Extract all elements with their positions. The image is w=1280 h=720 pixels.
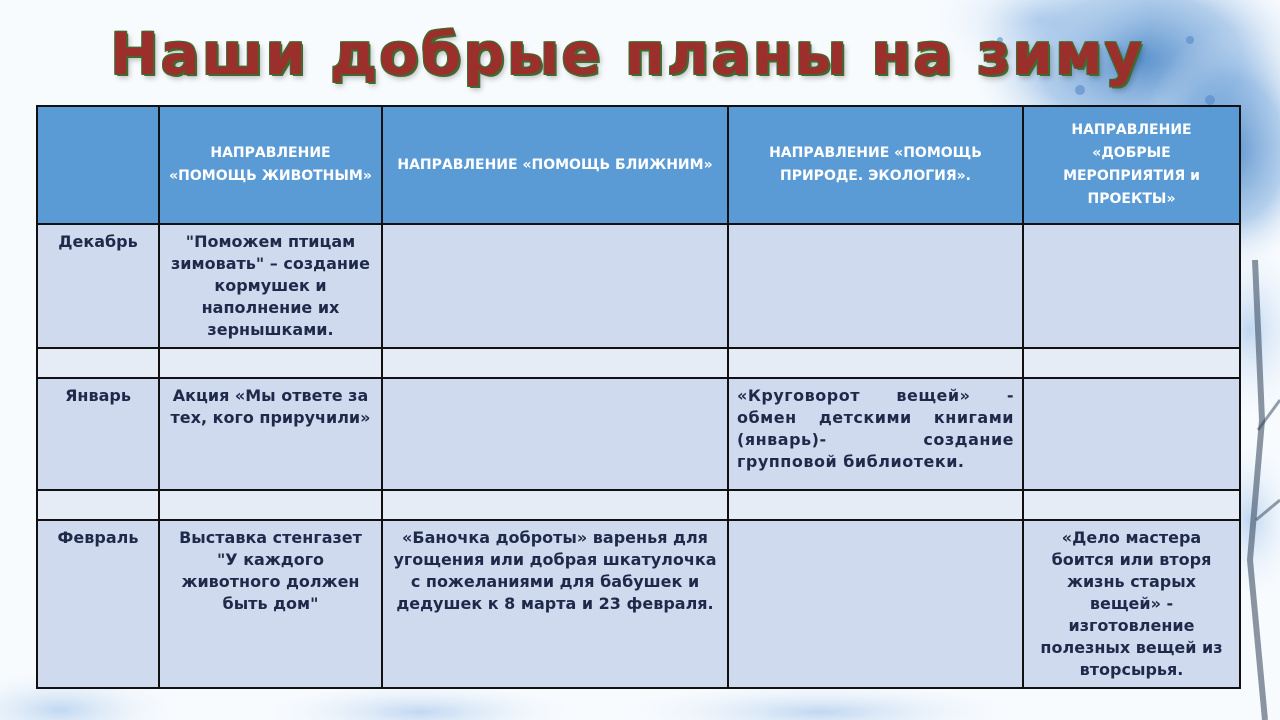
winter-plans-table	[36, 105, 1241, 689]
cell-neighbors: «Баночка доброты» варенья для угощения или добрая шкатулочка с пожеланиями для бабушек и дедушек к 8 марта и 23 февраля.	[382, 520, 728, 688]
spacer-cell	[159, 348, 382, 378]
page-title: Наши добрые планы на зиму	[110, 20, 1145, 88]
cell-neighbors	[382, 378, 728, 490]
header-nature: НАПРАВЛЕНИЕ «ПОМОЩЬ ПРИРОДЕ. ЭКОЛОГИЯ».	[728, 106, 1023, 224]
header-neighbors: НАПРАВЛЕНИЕ «ПОМОЩЬ БЛИЖНИМ»	[382, 106, 728, 224]
spacer-cell	[382, 490, 728, 520]
cell-neighbors	[382, 224, 728, 348]
cell-nature: «Круговорот вещей» - обмен детскими книгами (январь)- создание групповой библиотеки.	[728, 378, 1023, 490]
month-cell: Январь	[37, 378, 159, 490]
spacer-cell	[37, 348, 159, 378]
cell-animals: Выставка стенгазет "У каждого животного должен быть дом"	[159, 520, 382, 688]
spacer-cell	[728, 348, 1023, 378]
cell-nature	[728, 224, 1023, 348]
spacer-row	[37, 348, 1240, 378]
month-cell: Февраль	[37, 520, 159, 688]
table-row-december	[37, 224, 1240, 348]
cell-nature	[728, 520, 1023, 688]
spacer-cell	[159, 490, 382, 520]
spacer-row	[37, 490, 1240, 520]
cell-animals: Акция «Мы ответе за тех, кого приручили»	[159, 378, 382, 490]
spacer-cell	[37, 490, 159, 520]
month-cell: Декабрь	[37, 224, 159, 348]
header-empty-cell	[37, 106, 159, 224]
table-header-row	[37, 106, 1240, 224]
cell-events	[1023, 224, 1240, 348]
spacer-cell	[728, 490, 1023, 520]
spacer-cell	[382, 348, 728, 378]
spacer-cell	[1023, 348, 1240, 378]
header-animals: НАПРАВЛЕНИЕ «ПОМОЩЬ ЖИВОТНЫМ»	[159, 106, 382, 224]
table-row-february	[37, 520, 1240, 688]
cell-events	[1023, 378, 1240, 490]
cell-events: «Дело мастера боится или вторя жизнь старых вещей» - изготовление полезных вещей из вторсырья.	[1023, 520, 1240, 688]
spacer-cell	[1023, 490, 1240, 520]
table-row-january	[37, 378, 1240, 490]
cell-animals: "Поможем птицам зимовать" – создание кормушек и наполнение их зернышками.	[159, 224, 382, 348]
header-events: НАПРАВЛЕНИЕ «ДОБРЫЕ МЕРОПРИЯТИЯ и ПРОЕКТЫ»	[1023, 106, 1240, 224]
